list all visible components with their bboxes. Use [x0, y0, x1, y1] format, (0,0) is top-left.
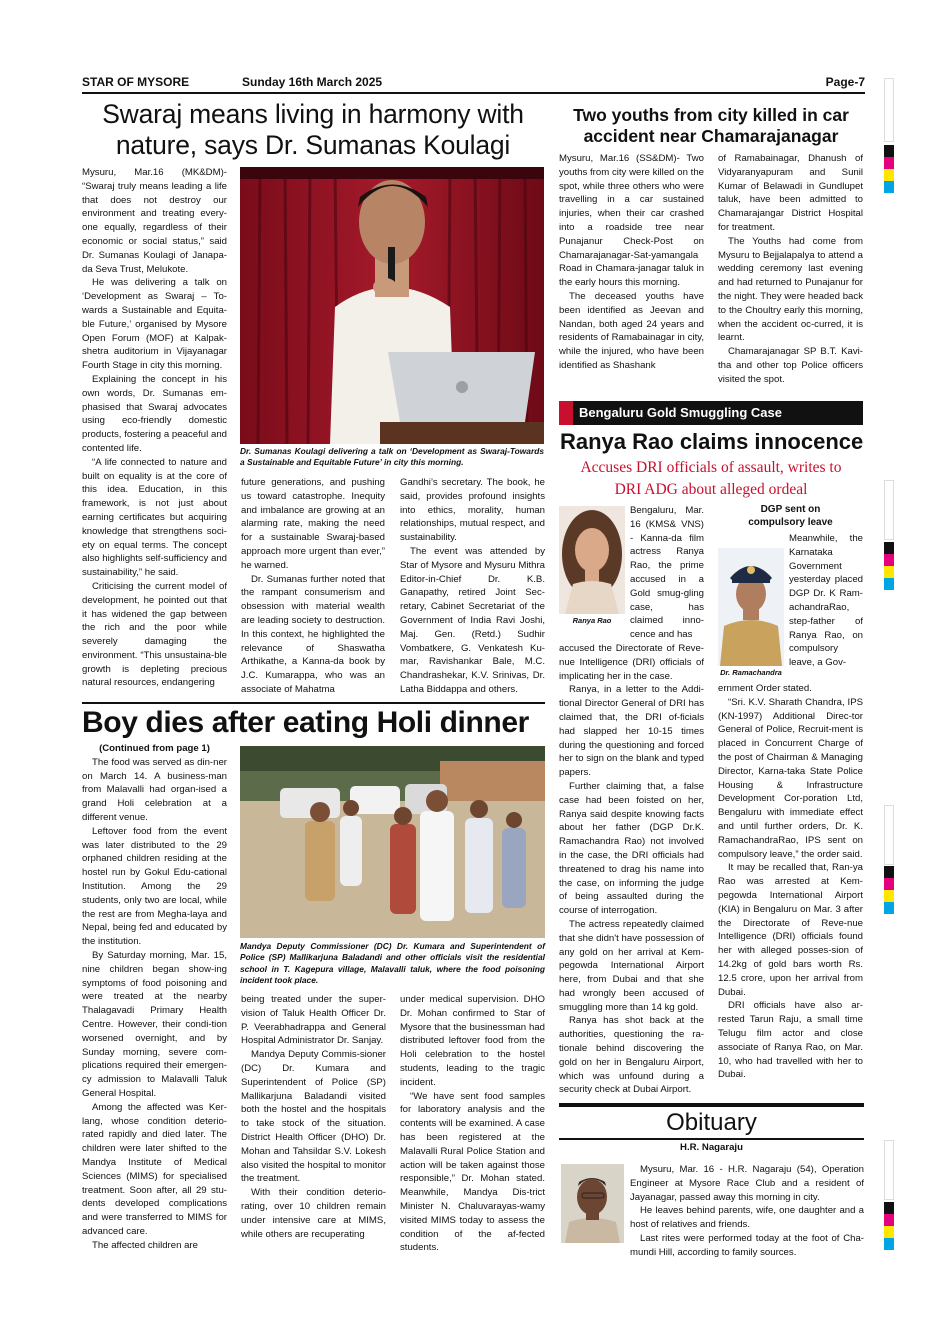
swaraj-caption: Dr. Sumanas Koulagi delivering a talk on ‘Development as Swaraj-Towards a Sustainable and Equitable Future’ in city this morning. — [240, 446, 544, 468]
obituary-title: Obituary — [666, 1109, 757, 1136]
speaker-photo — [240, 167, 544, 444]
boy-headline: Boy dies after eating Holi dinner — [82, 706, 529, 739]
ranya-photo — [559, 506, 625, 614]
reg-cyan-4 — [884, 1238, 894, 1250]
boy-column-3: under medical supervision. DHO Dr. Mohan confirmed to Star of Mysore that the businessman had distributed leftover food from the Holi celebration to the hostel students, leading to the tragic incident. “We have sent food samples for laboratory analysis and the contents will be examined. A case has been registered at the Malavalli Rural Police Station and action will be taken against those responsible,” Dr. Mohan stated. Meanwhile, Mandya Dis-trict Minister N. Chaluvarayas-wamy visited MIMS today to assess the condition of the af-fected students. — [400, 994, 545, 1254]
reg-black-3 — [884, 866, 894, 878]
ranya-illustration — [559, 506, 625, 614]
officials-visit-photo — [240, 746, 545, 938]
reg-magenta-4 — [884, 1214, 894, 1226]
reg-yellow-3 — [884, 890, 894, 902]
boy-column-1: (Continued from page 1) The food was served as din-ner on March 14. A business-man from Malavalli had organ-ised a grand Holi celebration at a different venue. Leftover food from the event was later distributed to the 29 orphaned children residing at the hostel run by Gokul Edu-cational Institution. Among the 29 students, only two are local, while the rest are from Megha-laya and Nepal, being fed and educated by the institution. By Saturday morning, Mar. 15, nine children began show-ing symptoms of food poisoning and were treated at the nearby Thalagavadi Primary Health Centre. However, their condi-tion worsened overnight, and by Sunday morning, severe com-plications required their emergen-cy admission to Malavalli Taluk General Hospital. Among the affected was Ker-lang, whose condition deterio-rated rapidly and died later. The children were later shifted to the Mandya Institute of Medical Sciences (MIMS) for specialised treatment. Soon after, all 29 stu-dents developed complications and were transferred to MIMS for advanced care. The affected children are — [82, 743, 227, 1251]
kicker-accent — [559, 401, 573, 425]
reg-yellow — [884, 169, 894, 181]
reg-black — [884, 145, 894, 157]
dgp-photo — [718, 548, 784, 666]
reg-magenta — [884, 157, 894, 169]
swaraj-column-1: Mysuru, Mar.16 (MK&DM)- “Swaraj truly means leading a life that does not destroy our environment and treating every-one equally, regardless of their economic or social status,” said Dr. Sumanas Koulagi of Janapa-da Seva Trust, Melukote. He was delivering a talk on ‘Development as Swaraj – To-wards a Sustainable and Equita-ble Future,’ organised by Mysore Open Forum (MOF) at Kalpak-shetra auditorium in Vijayanagar Fourth Stage in city this morning. Explaining the concept in his own words, Dr. Sumanas em-phasised that Swaraj advocates using eco-friendly domestic products, fostering a peaceful and contented life. “A life connected to nature and built on equality is at the core of this idea. Education, in this framework, is not just about earning certificates but acquiring knowledge that strengthens soci-ety on equal terms. The concept also highlights self-sufficiency and sustainability,” he said. Criticising the current model of development, he pointed out that it has widened the gap between the rich and the poor while severely damaging the environment. “This unsustaina-ble growth is depleting precious natural resources, endangering — [82, 167, 227, 689]
reg-blank — [884, 78, 894, 142]
ranya-headline: Ranya Rao claims innocence — [560, 429, 864, 454]
officials-illustration — [240, 746, 545, 938]
obituary-illustration — [561, 1164, 624, 1243]
reg-blank-2 — [884, 480, 894, 540]
dgp-photo-label: Dr. Ramachandra — [720, 668, 782, 677]
continued-note: (Continued from page 1) — [99, 743, 210, 754]
obituary-rule — [559, 1138, 864, 1140]
obituary-photo — [561, 1164, 624, 1243]
swaraj-headline: Swaraj means living in harmony with nature, says Dr. Sumanas Koulagi — [102, 99, 524, 160]
ranya-column-2: Dr. Ramachandra Meanwhile, the Karnataka Government yesterday placed DGP Dr. K Ram-achandraRao, step-father of Ranya Rao, on compulsory leave, a Gov- ernment Order stated. “Sri. K.V. Sharath Chandra, IPS (KN-1997) Additional Direc-tor General of Police, Recruit-ment is placed in Concurrent Charge of the post of Chairman & Managing Director, Karna-taka State Police Housing & Infrastructure Development Cor-poration Ltd, Bengaluru with immediate effect and until further orders, Dr. K. RamachandraRao, IPS sent on compulsory leave,” the order said. It may be recalled that, Ran-ya Rao was arrested at Kem-pegowda International Airport (KIA) in Bengaluru on Mar. 3 after the Directorate of Reve-nue Intelligence (DRI) officials found her with alleged posses-sion of 14.2kg of gold bars worth Rs. 12.5 crore, upon her arrival from Dubai. DRI officials have also ar-rested Tarun Raju, a small time Telugu film actor and close associate of Ranya Rao, on Mar. 10, who had travelled with her to Dubai. — [718, 533, 863, 1081]
reg-cyan-2 — [884, 578, 894, 590]
reg-blank-3 — [884, 805, 894, 865]
swaraj-column-3: Gandhi’s secretary. The book, he said, provides profound insights into ethics, morality, human relationships, mutual respect, and sustainability. The event was attended by Star of Mysore and Mysuru Mithra Editor-in-Chief Dr. K.B. Ganapathy, retired Joint Sec-retary, Cabinet Secretariat of the Government of India Ravi Joshi, Maj. Gen. (Retd.) Sudhir Vombatkere, G. Venkatesh Ku-mar, Ravishankar Bale, M.C. Chandrashekar, K.V. Srinivas, Dr. Latha Biddappa and others. — [400, 477, 545, 695]
ranya-kicker: Bengaluru Gold Smuggling Case — [559, 401, 863, 425]
boy-caption: Mandya Deputy Commissioner (DC) Dr. Kumara and Superintendent of Police (SP) Mallikarjuna Baladandi and other officials visit the residential school in T. Kagepura village, Malavalli taluk, where the food poisoning incident took place. — [240, 941, 545, 986]
ranya-column-1: Ranya Rao Bengaluru, Mar. 16 (KMS& VNS) - Kanna-da film actress Ranya Rao, the prime accused in a Gold smug-gling case, has claimed inno-cence and has accused the Directorate of Reve-nue Intelligence (DRI) officials of implicating her in the case. Ranya, in a letter to the Addi-tional Director General of DRI has claimed that, the DRI of-ficials had slapped her 10-15 times during the questioning and forced her to sign on the blank and typed papers. Further claiming that, a false case had been foisted on her, Ranya said despite knowing facts about her father (DGP Dr.K. Ramachandra Rao) not involved in the case, the DRI officials had threatened to drag his name into the case, on informing the judge of being assaulted during the course of interrogation. The actress repeatedly claimed that she didn't have possession of any gold on her arrival at Kem-pegowda International Airport here, from Dubai and that she had wrongly been accused of smuggling more than 14 kg gold. Ranya has shot back at the authorities, questioning the ra-tionale behind discovering the gold on her in Bengaluru Airport, which was unfound during a security check at Dubai Airport. — [559, 505, 704, 1094]
swaraj-column-2: future generations, and pushing us toward catastrophe. Inequity and imbalance are growing at an alarming rate, making the need for a sustainable Swaraj-based approach more urgent than ever,” he warned. Dr. Sumanas further noted that the rampant consumerism and obsession with material wealth are leading society to destruction. In this context, he highlighted the relevance of Shaswatha Arthikathe, a Kanna-da book by J.C. Kumarappa, who was an associate of Mahatma — [241, 477, 385, 695]
obituary-text: Mysuru, Mar. 16 - H.R. Nagaraju (54), Operation Engineer at Mysore Race Club and a resident of Jayanagar, passed away this morning in city. He leaves behind parents, wife, one daughter and a host of relatives and friends. Last rites were performed today at the foot of Cha-mundi Hill, according to family sources. — [630, 1164, 864, 1258]
issue-date: Sunday 16th March 2025 — [242, 75, 383, 89]
reg-blank-4 — [884, 1140, 894, 1200]
reg-black-2 — [884, 542, 894, 554]
accident-column-1: Mysuru, Mar.16 (SS&DM)- Two youths from city were killed on the spot, while three others who were travelling in a car sustained injuries, when their car crashed into a roadside tree near Punajanur Check-Post on Chamarajanagar-Sat-yamangala Road in Chamara-janagar taluk in the early hours this morning. The deceased youths have been identified as Jeevan and Nandan, both aged 24 years and residents of Ramabainagar in city, while the injured, who have been identified as Shashank — [559, 153, 704, 371]
boy-column-2: being treated under the super-vision of Taluk Health Officer Dr. P. Veerabhadrappa and General Hospital Administrator Dr. Sanjay. Mandya Deputy Commis-sioner (DC) Dr. Kumara and Superintendent of Police (SP) Mallikarjuna Baladandi visited both the hostel and the hospitals to take stock of the situation. District Health Officer (DHO) Dr. Mohan and Tahsildar S.V. Lokesh also visited the hospital to monitor the treatment. With their condition deterio-rating, over 10 children remain under intensive care at MIMS, while others are recuperating — [241, 994, 386, 1240]
reg-cyan — [884, 181, 894, 193]
accident-column-2: of Ramabainagar, Dhanush of Vidyaranyapuram and Sunil Kumar of Belawadi in Gundlupet taluk, have been admitted to Chamarajangar District Hospital for treatment. The Youths had come from Mysuru to Bejjalapalya to attend a wedding ceremony last evening and had returned to Punajanur for the night. They were headed back to the Choultry early this morning, when the accident oc-curred, it is learnt. Chamarajanagar SP B.T. Kavi-tha and other top Police officers visited the spot. — [718, 153, 863, 385]
speaker-illustration — [240, 167, 544, 444]
reg-yellow-4 — [884, 1226, 894, 1238]
ranya-deck: Accuses DRI officials of assault, writes to DRI ADG about alleged ordeal — [580, 459, 842, 498]
accident-headline: Two youths from city killed in car accident near Chamarajanagar — [573, 105, 849, 146]
ranya-photo-label: Ranya Rao — [572, 616, 612, 625]
ranya-photo-box — [559, 506, 625, 630]
reg-cyan-3 — [884, 902, 894, 914]
paper-name: STAR OF MYSORE — [82, 75, 190, 89]
reg-magenta-2 — [884, 554, 894, 566]
page-header — [82, 75, 865, 91]
dgp-subhead: DGP sent on compulsory leave — [748, 504, 833, 528]
obituary-top-rule — [559, 1103, 864, 1107]
reg-magenta-3 — [884, 878, 894, 890]
header-rule — [82, 92, 865, 94]
obituary-name: H.R. Nagaraju — [680, 1142, 743, 1153]
dgp-photo-box — [718, 548, 784, 682]
page-number: Page-7 — [825, 75, 865, 89]
dgp-illustration — [718, 548, 784, 666]
reg-black-4 — [884, 1202, 894, 1214]
reg-yellow-2 — [884, 566, 894, 578]
